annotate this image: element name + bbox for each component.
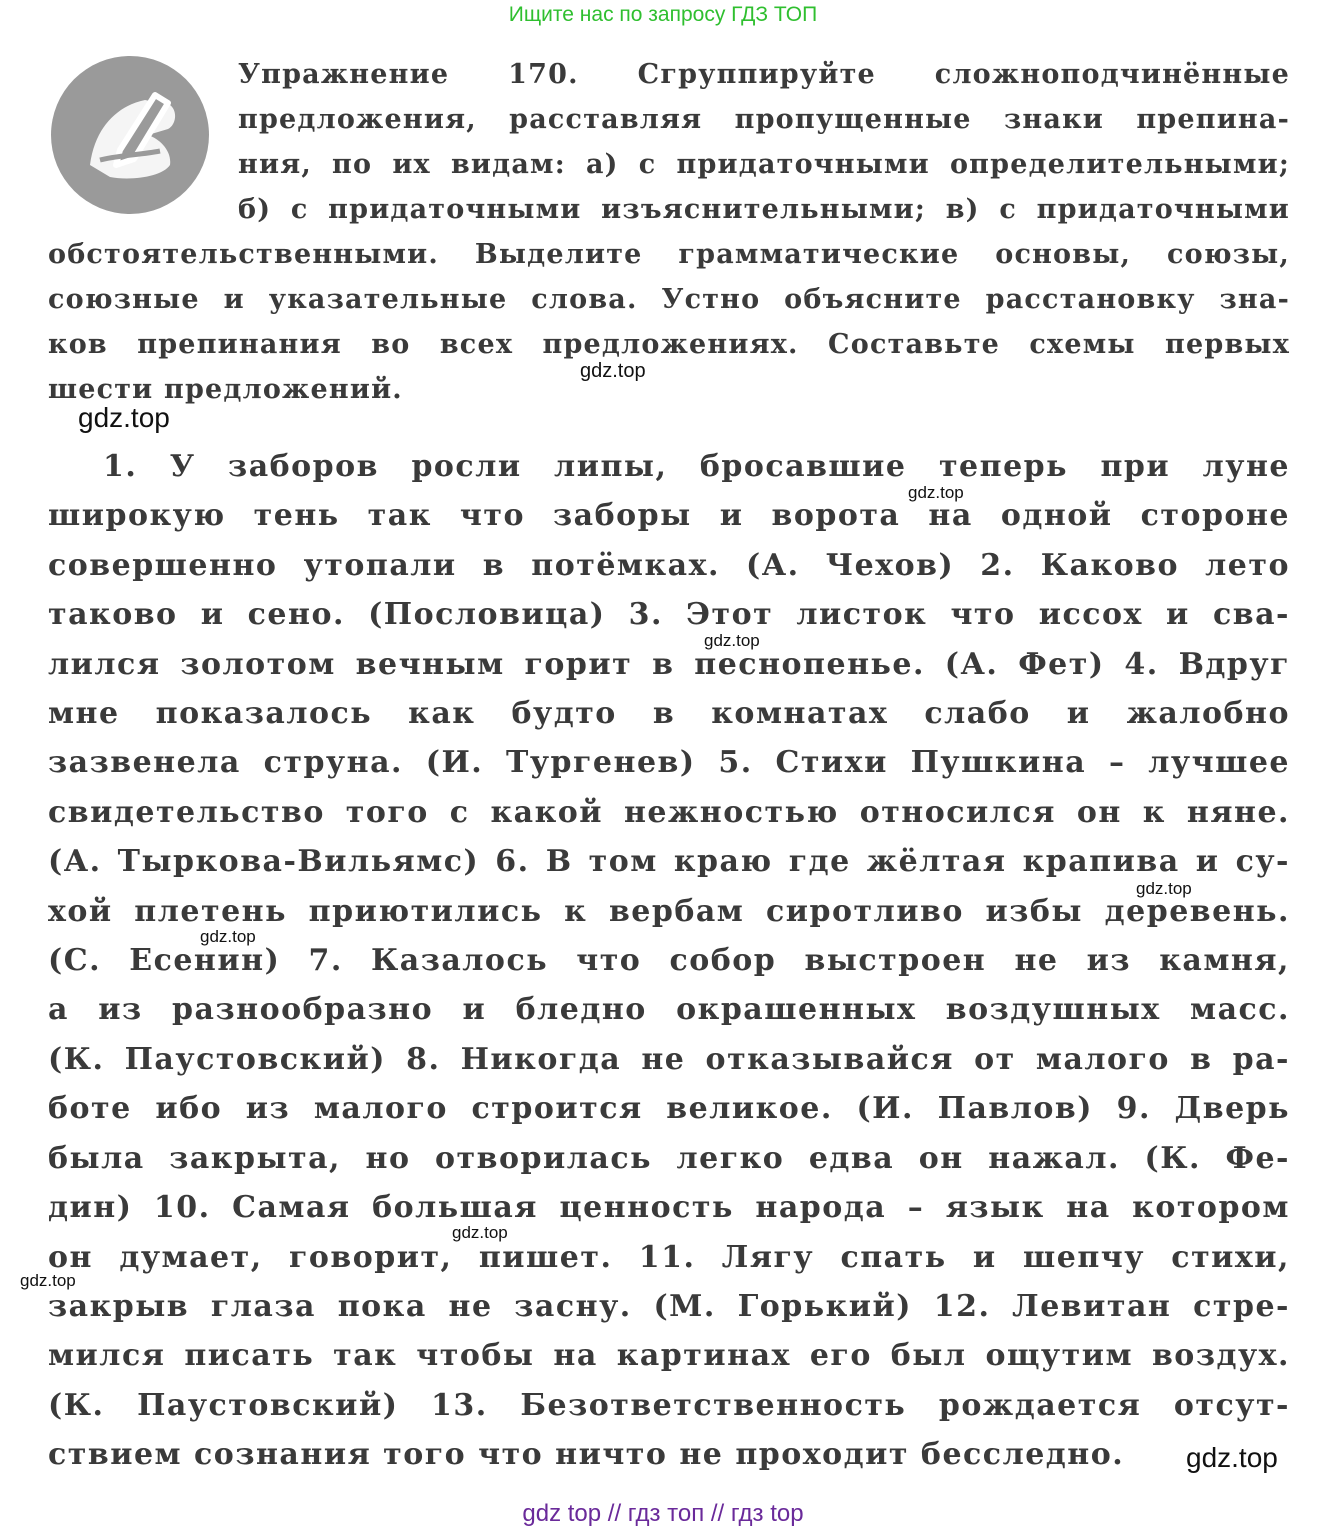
text-line: широкую тень так что заборы и ворота на одной стороне xyxy=(48,498,1290,534)
watermark: gdz.top xyxy=(908,483,964,502)
text-line: закрыв глаза пока не засну. (М. Горький) 12. Левитан стре- xyxy=(48,1288,1290,1324)
text-line: (А. Тыркова-Вильямс) 6. В том краю где жёлтая крапива и су- xyxy=(48,844,1290,880)
text-line: свидетельство того с какой нежностью относился он к няне. xyxy=(48,794,1290,830)
task-continuation: обстоятельственными. Выделите грамматические основы, союзы, союзные и указательные слова. Устно объясните расстановку зна- ков препинания во всех предложениях. Составьте схемы первых шести предложений. xyxy=(48,239,1290,405)
text-line: мне показалось как будто в комнатах слабо и жалобно xyxy=(48,696,1290,732)
text-line: дин) 10. Самая большая ценность народа – язык на котором xyxy=(48,1190,1290,1226)
watermark: gdz.top xyxy=(20,1271,76,1290)
task-intro: Упражнение 170. Сгруппируйте сложноподчинённые предложения, расставляя пропущенные знаки препина- ния, по их видам: а) с придаточными определительными; б) с придаточными изъяснительными; в) с придаточными xyxy=(238,59,1290,225)
exercise-text xyxy=(48,442,1290,1480)
text-line: таково и сено. (Пословица) 3. Этот листок что иссох и сва- xyxy=(48,597,1290,633)
text-line: боте ибо из малого строится великое. (И. Павлов) 9. Дверь xyxy=(48,1091,1290,1127)
writing-hand-icon xyxy=(50,55,210,215)
text-line: он думает, говорит, пишет. 11. Лягу спать и шепчу стихи, xyxy=(48,1239,1290,1275)
text-line: была закрыта, но отворилась легко едва он нажал. (К. Фе- xyxy=(48,1140,1290,1176)
search-banner: Ищите нас по запросу ГДЗ ТОП xyxy=(508,3,818,26)
text-line: мился писать так чтобы на картинах его был ощутим воздух. xyxy=(48,1338,1290,1374)
watermark: gdz.top xyxy=(200,927,256,946)
text-line: зазвенела струна. (И. Тургенев) 5. Стихи Пушкина – лучшее xyxy=(48,745,1290,781)
watermark: gdz.top xyxy=(452,1223,508,1242)
text-line: (К. Паустовский) 13. Безответственность рождается отсут- xyxy=(48,1387,1290,1423)
text-line: хой плетень приютились к вербам сиротливо избы деревень. xyxy=(48,893,1290,929)
watermark: gdz.top xyxy=(78,402,170,433)
text-line: 1. У заборов росли липы, бросавшие теперь при луне xyxy=(103,449,1290,484)
text-line: (С. Есенин) 7. Казалось что собор выстроен не из камня, xyxy=(48,943,1290,979)
watermark: gdz.top xyxy=(1186,1442,1278,1473)
text-line: (К. Паустовский) 8. Никогда не отказывайся от малого в ра- xyxy=(48,1041,1290,1077)
footer-links: gdz top // гдз топ // гдз top xyxy=(522,1500,804,1527)
text-line: ствием сознания того что ничто не проходит бесследно. xyxy=(48,1437,1125,1473)
exercise-label: Упражнение 170. xyxy=(238,59,579,90)
watermark: gdz.top xyxy=(580,360,646,382)
text-line: а из разнообразно и бледно окрашенных воздушных масс. xyxy=(48,992,1290,1028)
watermark: gdz.top xyxy=(704,631,760,650)
text-line: лился золотом вечным горит в песнопенье. (А. Фет) 4. Вдруг xyxy=(48,646,1290,682)
watermark: gdz.top xyxy=(1136,879,1192,898)
text-line: совершенно утопали в потёмках. (А. Чехов) 2. Каково лето xyxy=(48,547,1290,583)
